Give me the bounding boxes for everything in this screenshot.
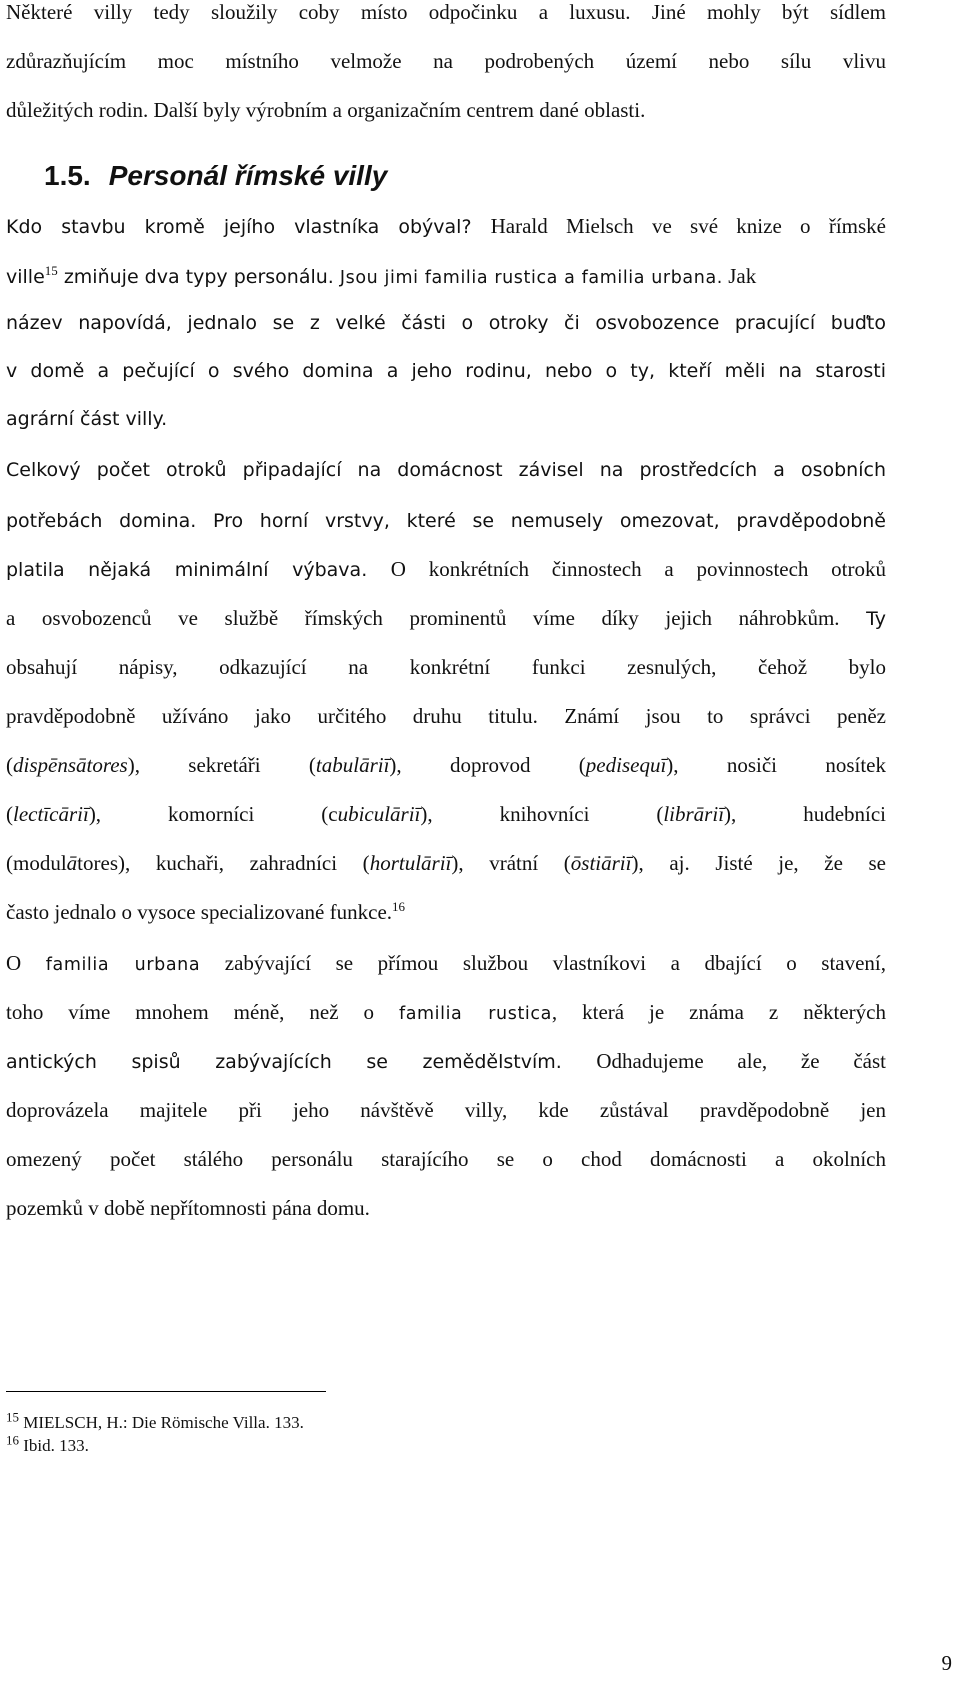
latin-term: hortulāriī	[369, 851, 452, 875]
latin-term: lectīcāriī	[13, 802, 89, 826]
text-line: v domě a pečující o svého domina a jeho rodinu, nebo o ty, kteří měli na starosti	[6, 360, 886, 382]
text-line: obsahují nápisy, odkazující na konkrétní funkci zesnulých, čehož bylo	[6, 655, 886, 679]
text-line: (dispēnsātores), sekretáři (tabulāriī), doprovod (pedisequī), nosiči nosítek	[6, 753, 886, 777]
latin-term: ubiculāriī	[337, 802, 421, 826]
text-line: důležitých rodin. Další byly výrobním a organizačním centrem dané oblasti.	[6, 98, 646, 122]
footnote-16: $^{16}$ Ibid. 133.	[6, 1432, 89, 1455]
page-number: 9	[941, 1651, 952, 1675]
text-line: platila nějaká minimální výbava. O konkrétních činnostech a povinnostech otroků	[6, 557, 887, 581]
text-line: agrární část villy.	[6, 408, 168, 430]
text-line: doprovázela majitele při jeho návštěvě villy, kde zůstával pravděpodobně jen	[6, 1098, 886, 1122]
latin-term: pedisequī	[585, 753, 667, 777]
text-line: toho víme mnohem méně, než o familia rustica, která je známa z některých	[6, 1000, 886, 1024]
text-line: pravděpodobně užíváno jako určitého druhu titulu. Známí jsou to správci peněz	[6, 704, 886, 728]
text-line: antických spisů zabývajících se zemědělstvím. Odhadujeme ale, že část	[6, 1049, 886, 1073]
text-line: (modulātores), kuchaři, zahradníci (hortulāriī), vrátní (ōstiāriī), aj. Jisté je, že se	[6, 851, 886, 875]
section-number: 1.5.	[44, 160, 91, 191]
latin-term: dispēnsātores	[13, 753, 128, 777]
text-line: omezený počet stálého personálu starajícího se o chod domácnosti a okolních	[6, 1147, 886, 1171]
text-line: ville$^{15}$ zmiňuje dva typy personálu. Jsou jimi familia rustica a familia urbana. Jak	[6, 263, 757, 288]
footnote-ref[interactable]: 15	[44, 263, 58, 278]
text-line: O familia urbana zabývající se přímou službou vlastníkovi a dbající o stavení,	[6, 951, 886, 975]
footnote-15: $^{15}$ MIELSCH, H.: Die Römische Villa. 133.	[6, 1409, 304, 1432]
text-line: Celkový počet otroků připadající na domácnost závisel na prostředcích a osobních	[6, 459, 886, 481]
text-line: název napovídá, jednalo se z velké části o otroky či osvobozence pracující buďto	[6, 312, 886, 334]
text-line: pozemků v době nepřítomnosti pána domu.	[6, 1196, 370, 1220]
footnote-ref[interactable]: 16	[392, 899, 406, 914]
latin-term: tabulāriī	[315, 753, 390, 777]
section-heading	[44, 160, 387, 192]
text-line: zdůrazňujícím moc místního velmože na podrobených území nebo sílu vlivu	[6, 49, 886, 73]
text-line: (lectīcāriī), komorníci (cubiculāriī), knihovníci (librāriī), hudebníci	[6, 802, 887, 826]
text-line: Některé villy tedy sloužily coby místo odpočinku a luxusu. Jiné mohly být sídlem	[6, 0, 886, 24]
latin-term: librāriī	[663, 802, 725, 826]
text-line: potřebách domina. Pro horní vrstvy, které se nemusely omezovat, pravděpodobně	[6, 510, 886, 532]
section-title: Personál římské villy	[108, 160, 388, 191]
latin-term: ōstiāriī	[570, 851, 632, 875]
footnote-separator	[6, 1391, 326, 1392]
text-line: Kdo stavbu kromě jejího vlastníka obýval? Harald Mielsch ve své knize o římské	[6, 214, 886, 238]
text-line: a osvobozenců ve službě římských prominentů víme díky jejich náhrobkům. Ty	[6, 606, 886, 630]
text-line: často jednalo o vysoce specializované funkce.$^{16}$	[6, 899, 406, 924]
